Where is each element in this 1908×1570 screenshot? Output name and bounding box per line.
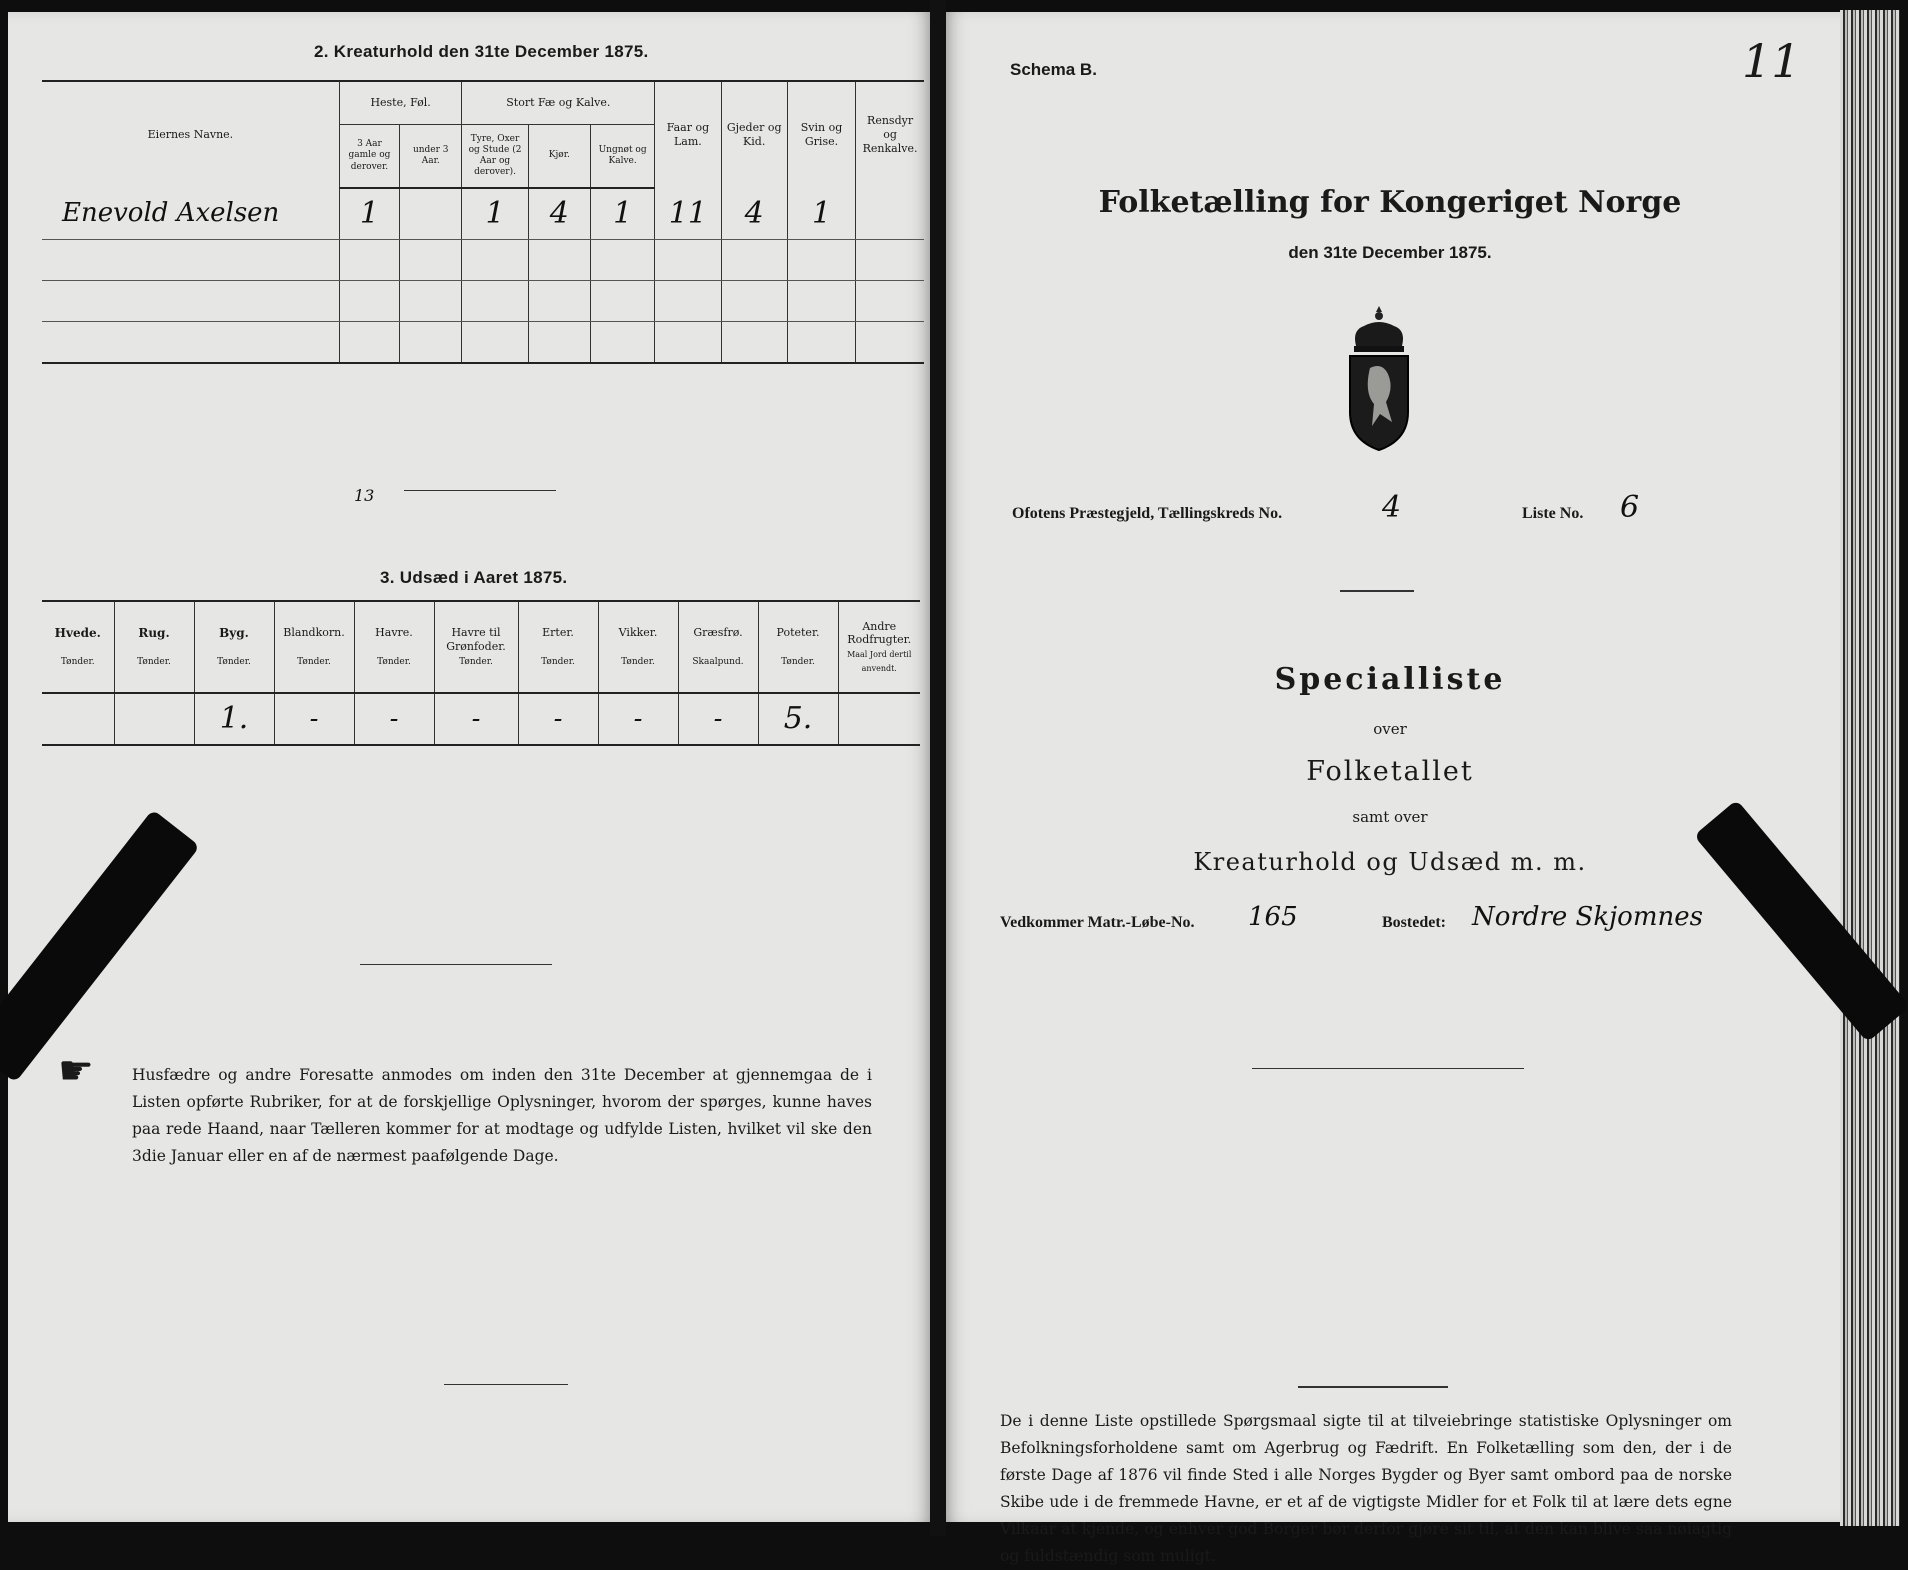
divider: [1298, 1386, 1448, 1388]
header-goats: Gjeder og Kid.: [721, 81, 787, 188]
header-erter: Erter. Tønder.: [518, 601, 598, 693]
owner-name: Enevold Axelsen: [42, 188, 339, 240]
coat-of-arms-icon: [1342, 304, 1416, 452]
matr-label: Vedkommer Matr.-Løbe-No.: [1000, 914, 1195, 931]
header-vikker: Vikker. Tønder.: [598, 601, 678, 693]
cell-hvede: [42, 693, 114, 745]
header-young-cattle: Ungnøt og Kalve.: [590, 125, 654, 189]
matr-number: 165: [1248, 902, 1298, 932]
cell-reindeer: [856, 188, 924, 240]
section3-title: 3. Udsæd i Aaret 1875.: [380, 568, 568, 587]
seed-table: [42, 600, 920, 746]
over-text: over: [1373, 720, 1407, 738]
header-owner: Eiernes Navne.: [42, 81, 339, 188]
folketallet-heading: Folketallet: [1306, 756, 1474, 787]
header-cows: Kjør.: [528, 125, 590, 189]
pointing-hand-icon: ☛: [58, 1048, 94, 1094]
page-number: 11: [1742, 34, 1801, 88]
header-cattle: Stort Fæ og Kalve.: [462, 81, 655, 125]
page-subtitle: den 31te December 1875.: [1288, 243, 1492, 262]
header-rug: Rug. Tønder.: [114, 601, 194, 693]
cell-havre: -: [354, 693, 434, 745]
cell-erter: -: [518, 693, 598, 745]
divider: [1340, 590, 1414, 592]
cell-young-cattle: 1: [590, 188, 654, 240]
explanation-paragraph: De i denne Liste opstillede Spørgsmaal sigte til at tilveiebringe statistiske Oplysninger om Befolkningsforholdene samt om Agerbrug og Fædrift. En Folketælling som den, der i de første Dage af 1876 vil finde Sted i alle Norges Bygder og Byer samt ombord paa de norske Skibe ude i de fremmede Havne, er et af de vigtigste Midler for et Folk til at lære dets egne Vilkaar at kjende, og enhver god Borger bør derfor gjøre sit til, at den kan blive saa nøiagtig og fuldstændig som muligt.: [1000, 1412, 1732, 1565]
divider: [444, 1384, 568, 1385]
divider: [1252, 1068, 1524, 1069]
header-hvede: Hvede. Tønder.: [42, 601, 114, 693]
cell-pigs: 1: [787, 188, 855, 240]
cell-poteter: 5.: [758, 693, 838, 745]
cell-bulls: 1: [462, 188, 528, 240]
page-edges: [1840, 10, 1900, 1526]
cell-andre: [838, 693, 920, 745]
header-blandkorn: Blandkorn. Tønder.: [274, 601, 354, 693]
cell-vikker: -: [598, 693, 678, 745]
cell-rug: [114, 693, 194, 745]
kreaturhold-heading: Kreaturhold og Udsæd m. m.: [1193, 848, 1587, 876]
header-horses-young: under 3 Aar.: [400, 125, 462, 189]
divider: [404, 490, 556, 491]
district-label: Ofotens Præstegjeld, Tællingskreds No.: [1012, 505, 1283, 522]
notice-text: Husfædre og andre Foresatte anmodes om inden den 31te December at gjennemgaa de i Listen opførte Rubriker, for at de forskjellige Oplysninger, hvorom der spørges, kunne haves paa rede Haand, naar Tælleren kommer for at modtage og udfylde Listen, hvilket vil ske den 3die Januar eller en af de nærmest paafølgende Dage.: [132, 1066, 872, 1165]
margin-mark: 13: [354, 486, 375, 505]
table-row: [42, 281, 924, 322]
table-row: [42, 322, 924, 364]
bosted-value: Nordre Skjomnes: [1472, 902, 1703, 932]
schema-label: Schema B.: [1010, 60, 1097, 79]
samt-over-text: samt over: [1352, 808, 1428, 826]
header-poteter: Poteter. Tønder.: [758, 601, 838, 693]
cell-goats: 4: [721, 188, 787, 240]
header-havre-gron: Havre til Grønfoder. Tønder.: [434, 601, 518, 693]
page-title: Folketælling for Kongeriget Norge: [1098, 185, 1682, 220]
header-havre: Havre. Tønder.: [354, 601, 434, 693]
header-horses: Heste, Føl.: [339, 81, 462, 125]
header-sheep: Faar og Lam.: [655, 81, 721, 188]
list-label: Liste No.: [1522, 505, 1584, 522]
livestock-table: [42, 80, 924, 364]
cell-blandkorn: -: [274, 693, 354, 745]
header-horses-old: 3 Aar gamle og derover.: [339, 125, 399, 189]
header-graesfro: Græsfrø. Skaalpund.: [678, 601, 758, 693]
divider: [360, 964, 552, 965]
header-andre: Andre Rodfrugter. Maal Jord dertil anvendt.: [838, 601, 920, 693]
header-byg: Byg. Tønder.: [194, 601, 274, 693]
header-pigs: Svin og Grise.: [787, 81, 855, 188]
cell-byg: 1.: [194, 693, 274, 745]
specialliste-heading: Specialliste: [1274, 662, 1506, 697]
cell-horses-young: [400, 188, 462, 240]
cell-graesfro: -: [678, 693, 758, 745]
section2-title: 2. Kreaturhold den 31te December 1875.: [314, 42, 649, 61]
cell-havre-gron: -: [434, 693, 518, 745]
header-reindeer: Rensdyr og Renkalve.: [856, 81, 924, 188]
cell-horses-old: 1: [339, 188, 399, 240]
district-number: 4: [1382, 490, 1402, 525]
cell-cows: 4: [528, 188, 590, 240]
cell-sheep: 11: [655, 188, 721, 240]
header-bulls: Tyre, Oxer og Stude (2 Aar og derover).: [462, 125, 528, 189]
table-row: [42, 240, 924, 281]
bosted-label: Bostedet:: [1382, 914, 1446, 931]
list-number: 6: [1620, 490, 1640, 525]
